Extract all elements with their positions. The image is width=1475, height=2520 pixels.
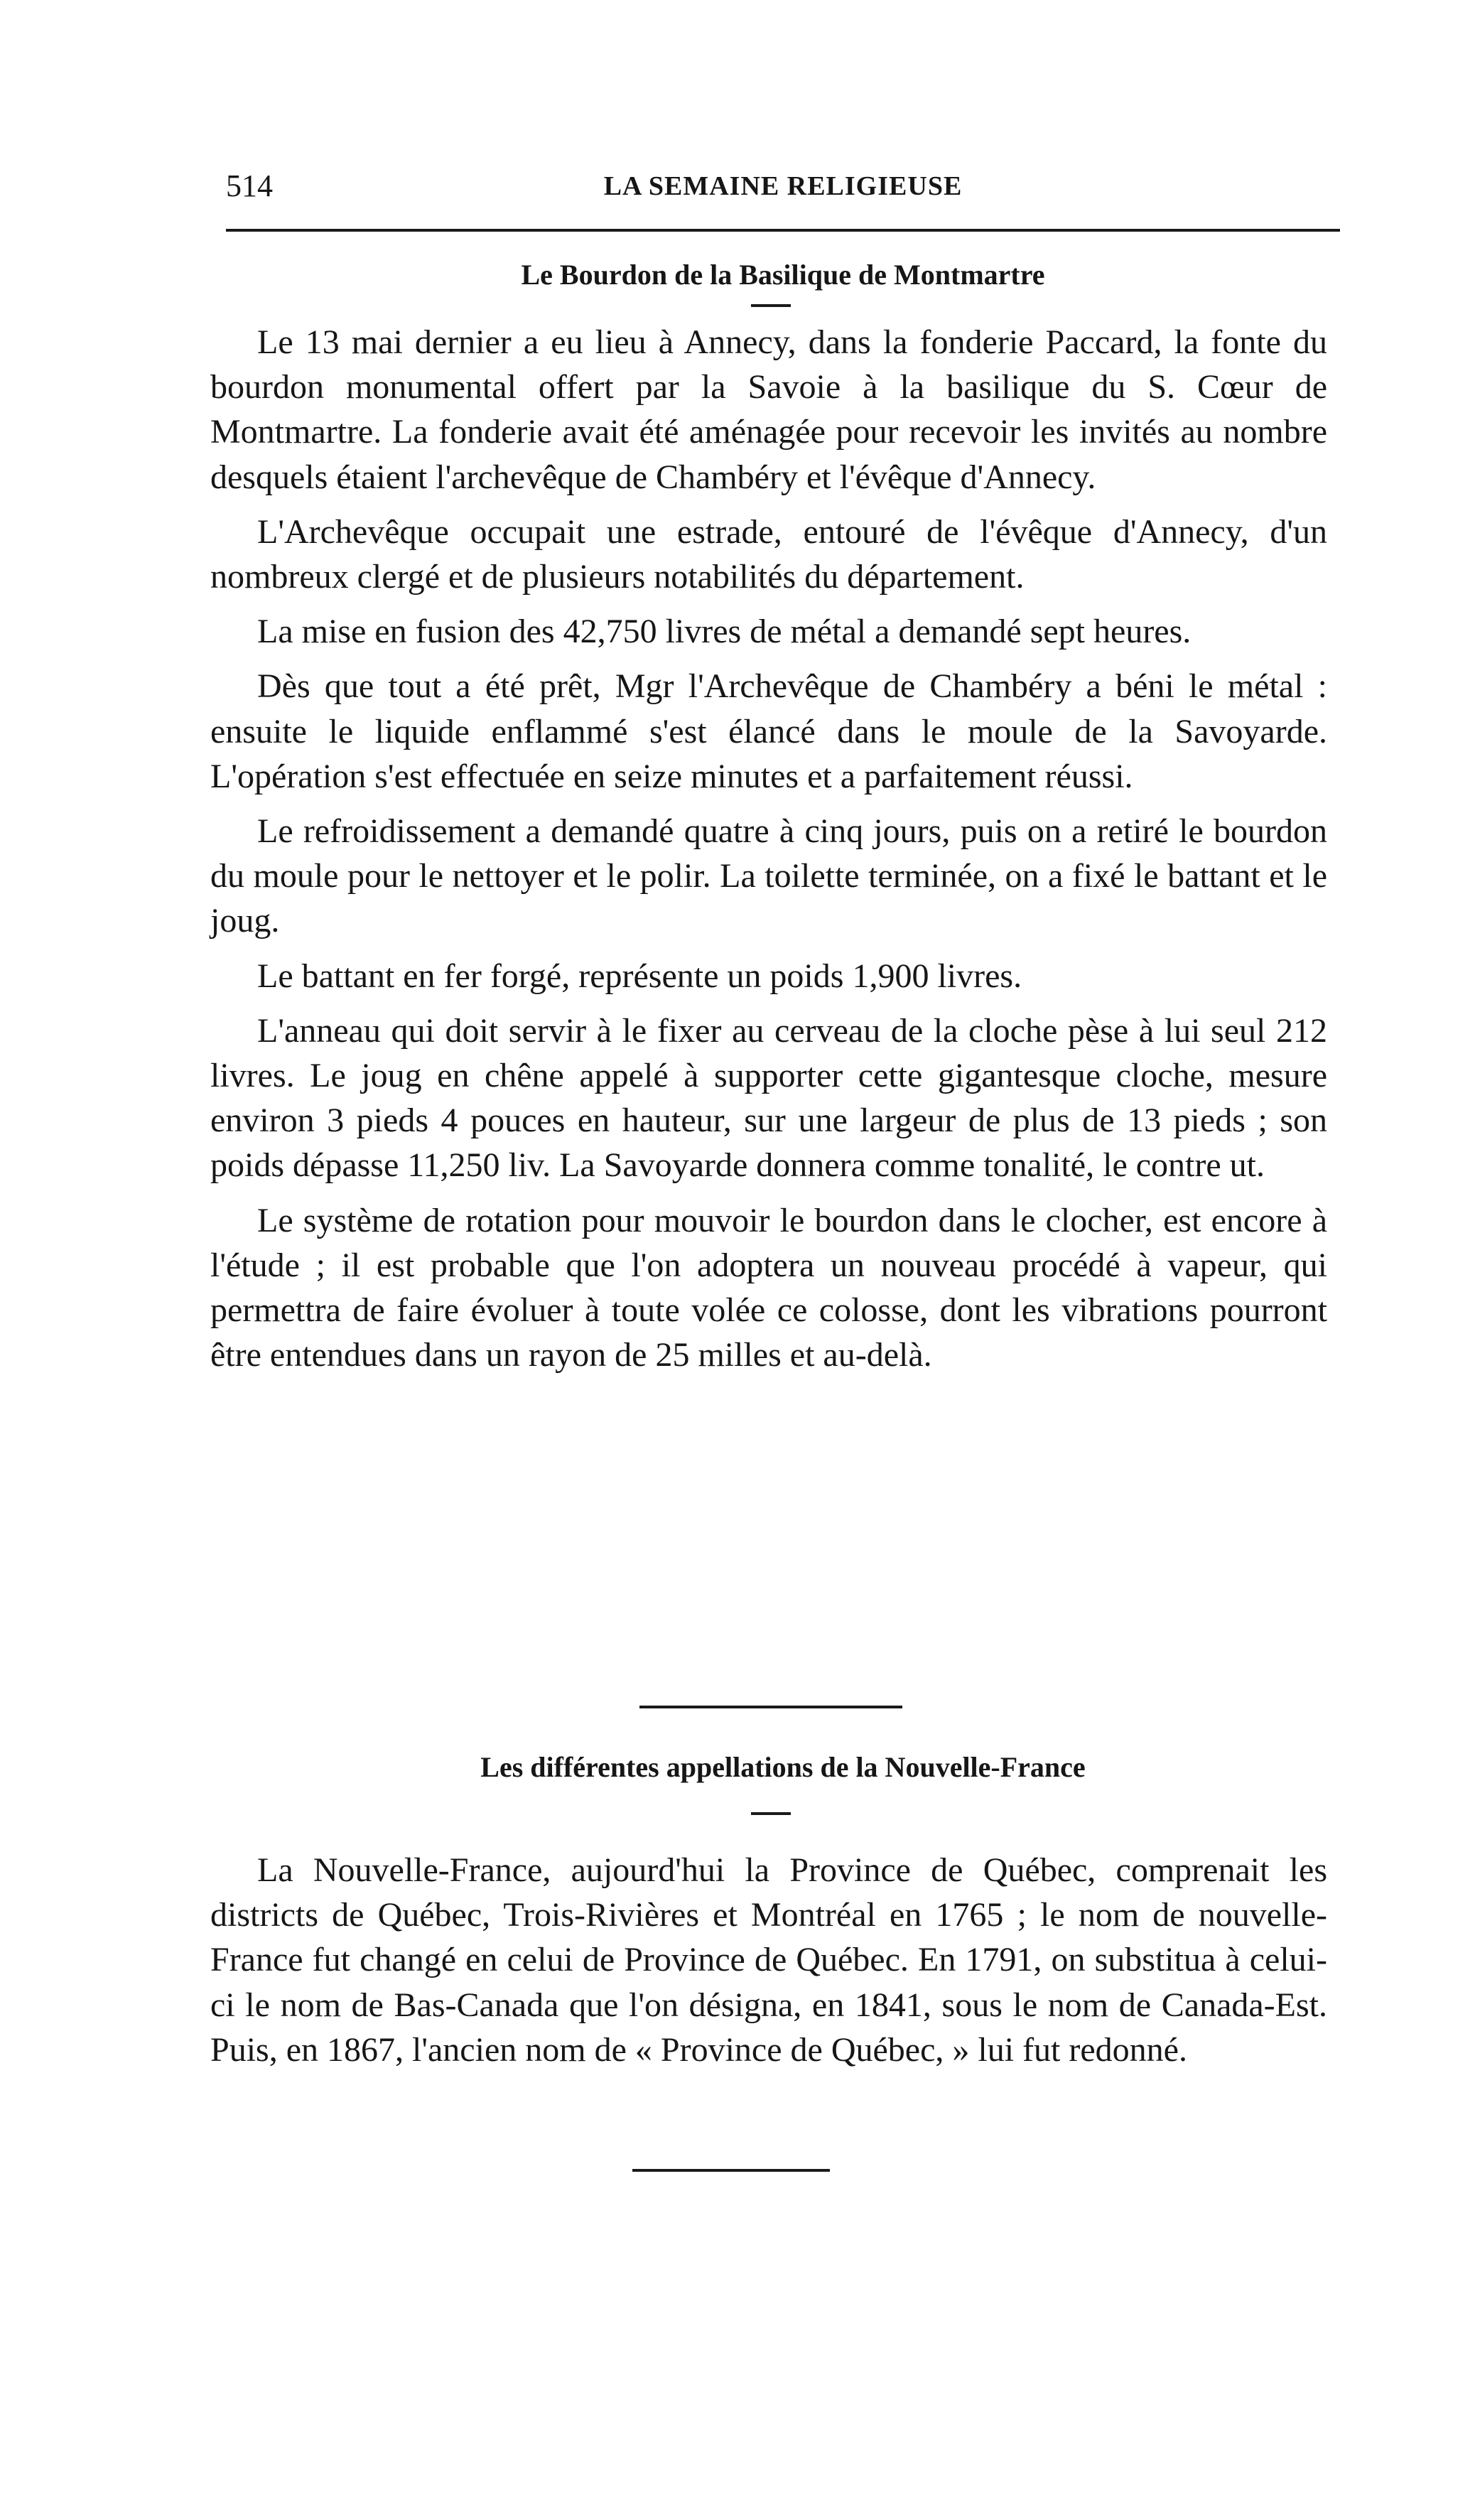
paragraph: La mise en fusion des 42,750 livres de métal a demandé sept heures. xyxy=(257,613,1192,651)
article-body-nouvelle-france xyxy=(210,1848,1327,2072)
paragraph: Le 13 mai dernier a eu lieu à Annecy, dans la fonderie Paccard, la fonte du bourdon monumental offert par la Savoie à la basilique du S. Cœur de Montmartre. La fonderie avait été aménagée pour recevoir les invités au nombre desquels étaient l'archevêque de Chambéry et l'évêque d'Annecy. xyxy=(210,323,1327,496)
section-separator xyxy=(639,1706,902,1708)
article-body-bourdon xyxy=(210,320,1327,1377)
running-head: LA SEMAINE RELIGIEUSE xyxy=(603,171,963,201)
paragraph: L'anneau qui doit servir à le fixer au cerveau de la cloche pèse à lui seul 212 livres. Le joug en chêne appelé à supporter cette gigantesque cloche, mesure environ 3 pieds 4 pouces en hauteur, sur une largeur de plus de 13 pieds ; son poids dépasse 11,250 liv. La Savoyarde donnera comme tonalité, le contre ut. xyxy=(210,1011,1327,1185)
article-title-nouvelle-france: Les différentes appellations de la Nouvelle-France xyxy=(480,1751,1086,1783)
article-title-bourdon: Le Bourdon de la Basilique de Montmartre xyxy=(521,259,1045,291)
page-header xyxy=(226,165,1340,208)
end-separator xyxy=(632,2169,830,2172)
title-dash xyxy=(751,304,791,307)
paragraph: La Nouvelle-France, aujourd'hui la Province de Québec, comprenait les districts de Québec, Trois-Rivières et Montréal en 1765 ; le nom de nouvelle-France fut changé en celui de Province de Québec. En 1791, on substitua à celui-ci le nom de Bas-Canada que l'on désigna, en 1841, sous le nom de Canada-Est. Puis, en 1867, l'ancien nom de « Province de Québec, » lui fut redonné. xyxy=(210,1851,1327,2069)
paragraph: Le refroidissement a demandé quatre à cinq jours, puis on a retiré le bourdon du moule pour le nettoyer et le polir. La toilette terminée, on a fixé le battant et le joug. xyxy=(210,812,1327,940)
paragraph: Le système de rotation pour mouvoir le bourdon dans le clocher, est encore à l'étude ; il est probable que l'on adoptera un nouveau procédé à vapeur, qui permettra de faire évoluer à toute volée ce colosse, dont les vibrations pourront être entendues dans un rayon de 25 milles et au-delà. xyxy=(210,1201,1327,1374)
paragraph: L'Archevêque occupait une estrade, entouré de l'évêque d'Annecy, d'un nombreux clergé et de plusieurs notabilités du département. xyxy=(210,512,1327,596)
paragraph: Dès que tout a été prêt, Mgr l'Archevêque de Chambéry a béni le métal : ensuite le liquide enflammé s'est élancé dans le moule de la Savoyarde. L'opération s'est effectuée en seize minutes et a parfaitement réussi. xyxy=(210,667,1327,795)
header-rule xyxy=(226,229,1340,232)
title-dash xyxy=(751,1812,791,1815)
page-number: 514 xyxy=(226,168,273,203)
paragraph: Le battant en fer forgé, représente un poids 1,900 livres. xyxy=(257,957,1022,995)
